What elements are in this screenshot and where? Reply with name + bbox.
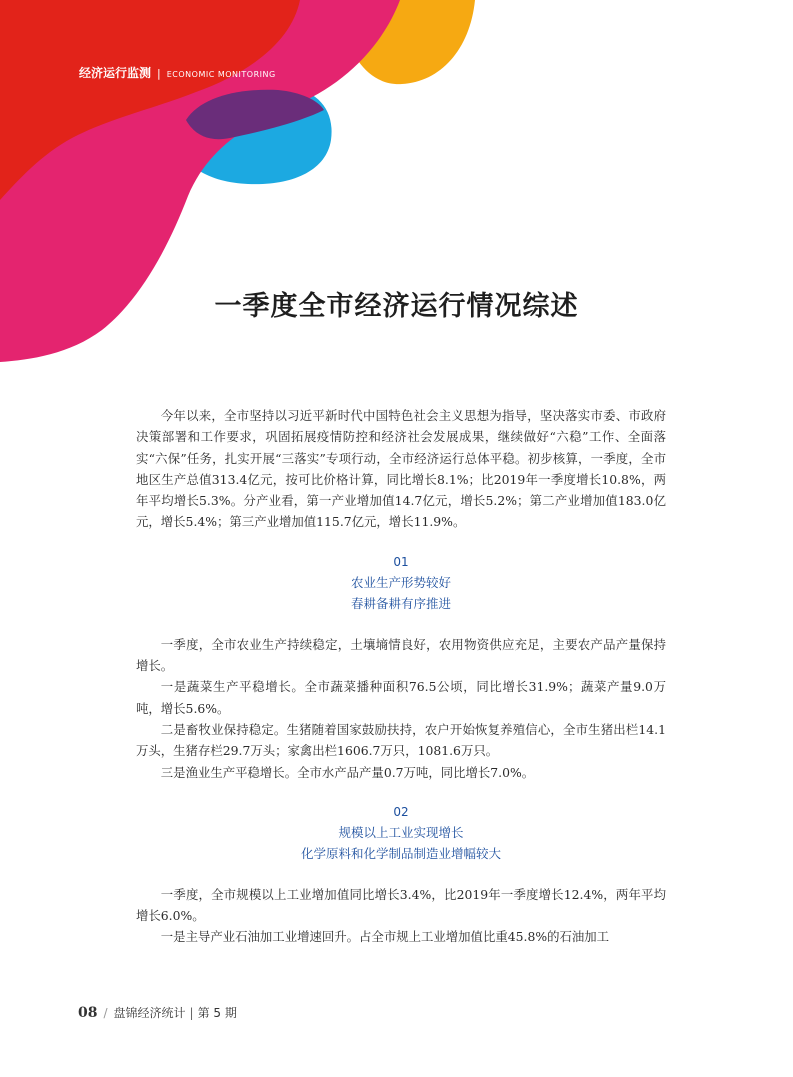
body-paragraph: 一季度，全市规模以上工业增加值同比增长3.4%，比2019年一季度增长12.4%，两年平均增长6.0%。: [136, 886, 666, 924]
section-name-en: ECONOMIC MONITORING: [166, 70, 276, 79]
section-name-cn: 经济运行监测: [79, 66, 152, 80]
publication-name: 盘锦经济统计: [113, 1006, 186, 1020]
decorative-color-shapes: [0, 0, 793, 400]
intro-paragraph: 今年以来，全市坚持以习近平新时代中国特色社会主义思想为指导，坚决落实市委、市政府决策部署和工作要求，巩固拓展疫情防控和经济社会发展成果，继续做好“六稳”工作、全面落实“六保”任务，扎实开展“三落实”专项行动，全市经济运行总体平稳。初步核算，一季度，全市地区生产总值313.4亿元，按可比价格计算，同比增长8.1%；比2019年一季度增长10.8%，两年平均增长5.3%。分产业看，第一产业增加值14.7亿元，增长5.2%；第二产业增加值183.0亿元，增长5.4%；第三产业增加值115.7亿元，增长11.9%。: [136, 408, 666, 530]
section-heading-line: 农业生产形势较好: [350, 574, 451, 590]
article-title: 一季度全市经济运行情况综述: [214, 291, 579, 322]
body-paragraph: 二是畜牧业保持稳定。生猪随着国家鼓励扶持，农户开始恢复养殖信心，全市生猪出栏14.1万头，生猪存栏29.7万头；家禽出栏1606.7万只，1081.6万只。: [136, 721, 666, 759]
section-heading-line: 规模以上工业实现增长: [338, 824, 464, 840]
page-number: 08: [78, 1005, 98, 1021]
header-separator: |: [157, 67, 161, 80]
section-heading-02: [136, 802, 666, 864]
footer-slash: /: [103, 1006, 108, 1020]
body-paragraph: 三是渔业生产平稳增长。全市水产品产量0.7万吨，同比增长7.0%。: [160, 764, 535, 780]
body-paragraph: 一是蔬菜生产平稳增长。全市蔬菜播种面积76.5公顷，同比增长31.9%；蔬菜产量9.0万吨，增长5.6%。: [136, 679, 666, 716]
section-header: [79, 64, 276, 81]
section-heading-01: [136, 552, 666, 614]
section-heading-line: 化学原料和化学制品制造业增幅较大: [300, 845, 501, 861]
section-heading-line: 春耕备耕有序推进: [350, 595, 451, 611]
page-footer: [78, 1004, 237, 1021]
footer-separator: |: [189, 1006, 194, 1020]
section-number: 02: [393, 804, 409, 819]
article-body: [136, 405, 666, 948]
section-number: 01: [393, 554, 409, 569]
issue-number: 第 5 期: [197, 1006, 237, 1020]
body-paragraph: 一是主导产业石油加工业增速回升。占全市规上工业增加值比重45.8%的石油加工: [160, 929, 610, 945]
body-paragraph: 一季度，全市农业生产持续稳定，土壤墒情良好，农用物资供应充足，主要农产品产量保持增长。: [136, 636, 666, 674]
